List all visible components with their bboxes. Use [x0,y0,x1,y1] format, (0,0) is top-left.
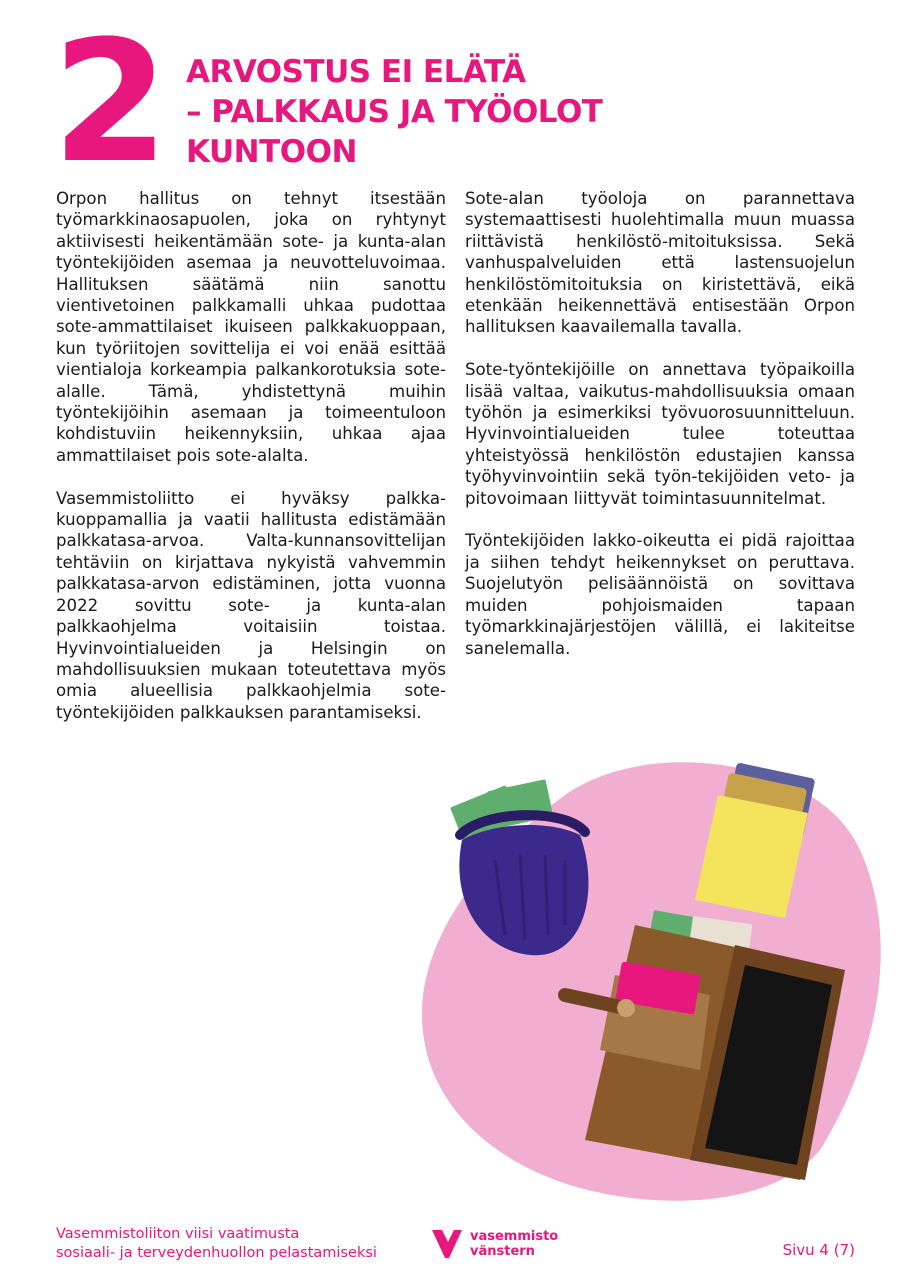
paragraph: Orpon hallitus on tehnyt itsestään työmarkkinaosapuolen, joka on ryhtynyt aktiivisesti heikentämään sote- ja kunta-alan työntekijöiden asemaa ja neuvotteluvoimaa. Hallituksen säätämä niin sanottu vientivetoinen palkkamalli uhkaa pudottaa sote-ammattilaiset ikuiseen palkkakuoppaan, kun työriitojen sovittelija ei voi enää esittää vientialoja korkeampia palkankorotuksia sote-alalle. Tämä, yhdistettynä muihin työntekijöihin asemaan ja toimeentuloon kohdistuviin heikennyksiin, uhkaa ajaa ammattilaiset pois sote-alalta. [56,189,446,465]
vasemmisto-logo [430,1224,580,1264]
heading-line: KUNTOON [186,134,357,170]
logo-line: vasemmisto [470,1229,559,1244]
logo-mark-icon [430,1226,464,1260]
paragraph: Sote-työntekijöille on annettava työpaikoilla lisää valtaa, vaikutus-mahdollisuuksia omaan työhön ja esimerkiksi työvuorosuunnitteluun. Hyvinvointialueiden tulee toteuttaa yhteistyössä henkilöstön edustajien kanssa työhyvinvointiin sekä työn-tekijöiden veto- ja pitovoimaan liittyvät toimintasuunnitelmat. [465,360,855,508]
footer-publication-title [56,1225,377,1263]
chapter-number: 2 [52,4,165,200]
page-number: Sivu 4 (7) [782,1241,855,1259]
wallet-illustration [400,740,909,1230]
logo-line: vänstern [470,1244,535,1259]
footer-line: Vasemmistoliiton viisi vaatimusta [56,1226,300,1242]
paragraph: Sote-alan työoloja on parannettava systemaattisesti huolehtimalla muun muassa riittävistä henkilöstö-mitoituksissa. Sekä vanhuspalveluiden että lastensuojelun henkilöstömitoituksia on kiristettävä, eikä etenkään heikennettävä entisestään Orpon hallituksen kaavailemalla tavalla. [465,189,855,337]
paragraph: Vasemmistoliitto ei hyväksy palkka-kuoppamallia ja vaatii hallitusta edistämään palkkatasa-arvoa. Valta-kunnansovittelijan tehtäviin on kirjattava nykyistä vahvemmin palkkatasa-arvon edistäminen, jotta vuonna 2022 sovittu sote- ja kunta-alan palkkaohjelma voitaisiin toistaa. Hyvinvointialueiden ja Helsingin on mahdollisuuksien mukaan toteutettava myös omia alueellisia palkkaohjelmia sote-työntekijöiden palkkauksen parantamiseksi. [56,488,446,722]
heading-line: ARVOSTUS EI ELÄTÄ [186,54,526,90]
heading-line: – PALKKAUS JA TYÖOLOT [186,94,603,130]
paragraph: Työntekijöiden lakko-oikeutta ei pidä rajoittaa ja siihen tehdyt heikennykset on peruttava. Suojelutyön pelisäännöistä on sovittava muiden pohjoismaiden tapaan työmarkkinajärjestöjen välillä, ei lakiteitse sanelemalla. [465,531,855,658]
footer-line: sosiaali- ja terveydenhuollon pelastamiseksi [56,1245,377,1261]
right-column [465,188,855,680]
left-column [56,188,446,745]
chapter-heading [186,52,706,172]
logo-wordmark [470,1229,558,1259]
